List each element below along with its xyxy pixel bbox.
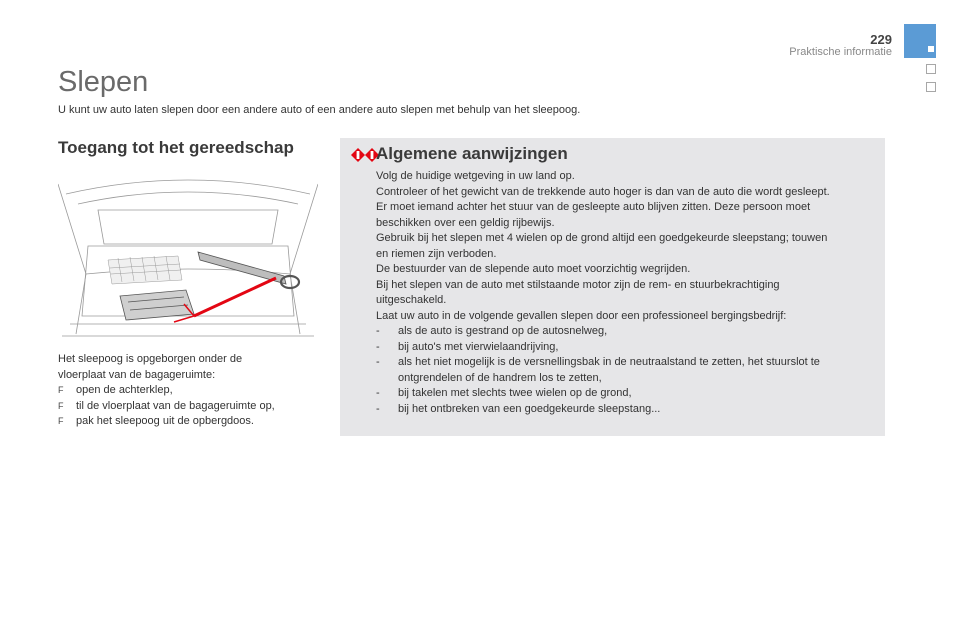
- bullet-icon: F: [58, 416, 64, 426]
- bullet-icon: F: [58, 400, 64, 411]
- bullet-icon: F: [58, 385, 64, 395]
- page-title: Slepen: [58, 66, 149, 98]
- list-item: [376, 386, 874, 402]
- instruction-line: Het sleepoog is opgeborgen onder de: [58, 353, 243, 365]
- chapter-tab-active[interactable]: [904, 24, 936, 58]
- dash-marker: -: [376, 325, 380, 337]
- instruction-line: vloerplaat van de bagageruimte:: [58, 368, 216, 381]
- bullet-text: pak het sleepoog uit de opbergdoos.: [76, 415, 254, 427]
- left-heading: Toegang tot het gereedschap: [58, 138, 294, 157]
- list-text-line: als het niet mogelijk is de versnellingsbak in de neutraalstand te zetten, het stuurslot te: [398, 356, 820, 368]
- chapter-tab[interactable]: [926, 64, 936, 74]
- panel-heading: Algemene aanwijzingen: [376, 144, 568, 163]
- tab-marker-icon: [928, 46, 934, 52]
- list-item: [376, 324, 874, 340]
- chapter-tab[interactable]: [926, 82, 936, 92]
- left-instructions: [58, 352, 320, 430]
- paragraph-line: uitgeschakeld.: [376, 294, 447, 306]
- paragraph-line: Gebruik bij het slepen met 4 wielen op de grond altijd een goedgekeurde sleepstang; touwen: [376, 232, 828, 244]
- dash-marker: -: [376, 340, 380, 353]
- warning-icon: [351, 148, 379, 162]
- paragraph-line: Laat uw auto in de volgende gevallen slepen door een professioneel bergingsbedrijf:: [376, 309, 787, 322]
- section-label: Praktische informatie: [789, 46, 892, 58]
- paragraph-line: Er moet iemand achter het stuur van de gesleepte auto blijven zitten. Deze persoon moet: [376, 201, 811, 213]
- general-instructions-panel: [340, 138, 885, 436]
- page-number: 229: [870, 32, 892, 47]
- paragraph-line: Volg de huidige wetgeving in uw land op.: [376, 170, 575, 182]
- bullet-text: open de achterklep,: [76, 384, 173, 396]
- list-item: [376, 355, 874, 386]
- dash-marker: -: [376, 402, 380, 415]
- list-item: [58, 383, 320, 399]
- dash-marker: -: [376, 356, 380, 368]
- list-item: [58, 399, 320, 415]
- list-item: [376, 340, 874, 356]
- intro-text: U kunt uw auto laten slepen door een andere auto of een andere auto slepen met behulp van het sleepoog.: [58, 104, 581, 116]
- list-item: [376, 402, 874, 418]
- paragraph-line: Bij het slepen van de auto met stilstaande motor zijn de rem- en stuurbekrachtiging: [376, 278, 780, 291]
- list-text: bij auto's met vierwielaandrijving,: [398, 340, 559, 353]
- list-item: [58, 414, 320, 430]
- list-text: [398, 355, 874, 386]
- panel-body: [376, 169, 874, 417]
- bullet-text: til de vloerplaat van de bagageruimte op,: [76, 399, 275, 412]
- paragraph-line: beschikken over een geldig rijbewijs.: [376, 216, 555, 229]
- paragraph-line: Controleer of het gewicht van de trekkende auto hoger is dan van de auto die wordt gesleept.: [376, 185, 830, 198]
- list-text: als de auto is gestrand op de autosnelweg,: [398, 325, 608, 337]
- dash-marker: -: [376, 387, 380, 399]
- trunk-illustration: [58, 164, 318, 342]
- list-text: bij takelen met slechts twee wielen op de grond,: [398, 387, 632, 399]
- list-text: bij het ontbreken van een goedgekeurde sleepstang...: [398, 402, 661, 415]
- list-text-line: ontgrendelen of de handrem los te zetten,: [398, 371, 602, 384]
- paragraph-line: en riemen zijn verboden.: [376, 247, 497, 260]
- paragraph-line: De bestuurder van de slepende auto moet voorzichtig wegrijden.: [376, 263, 691, 275]
